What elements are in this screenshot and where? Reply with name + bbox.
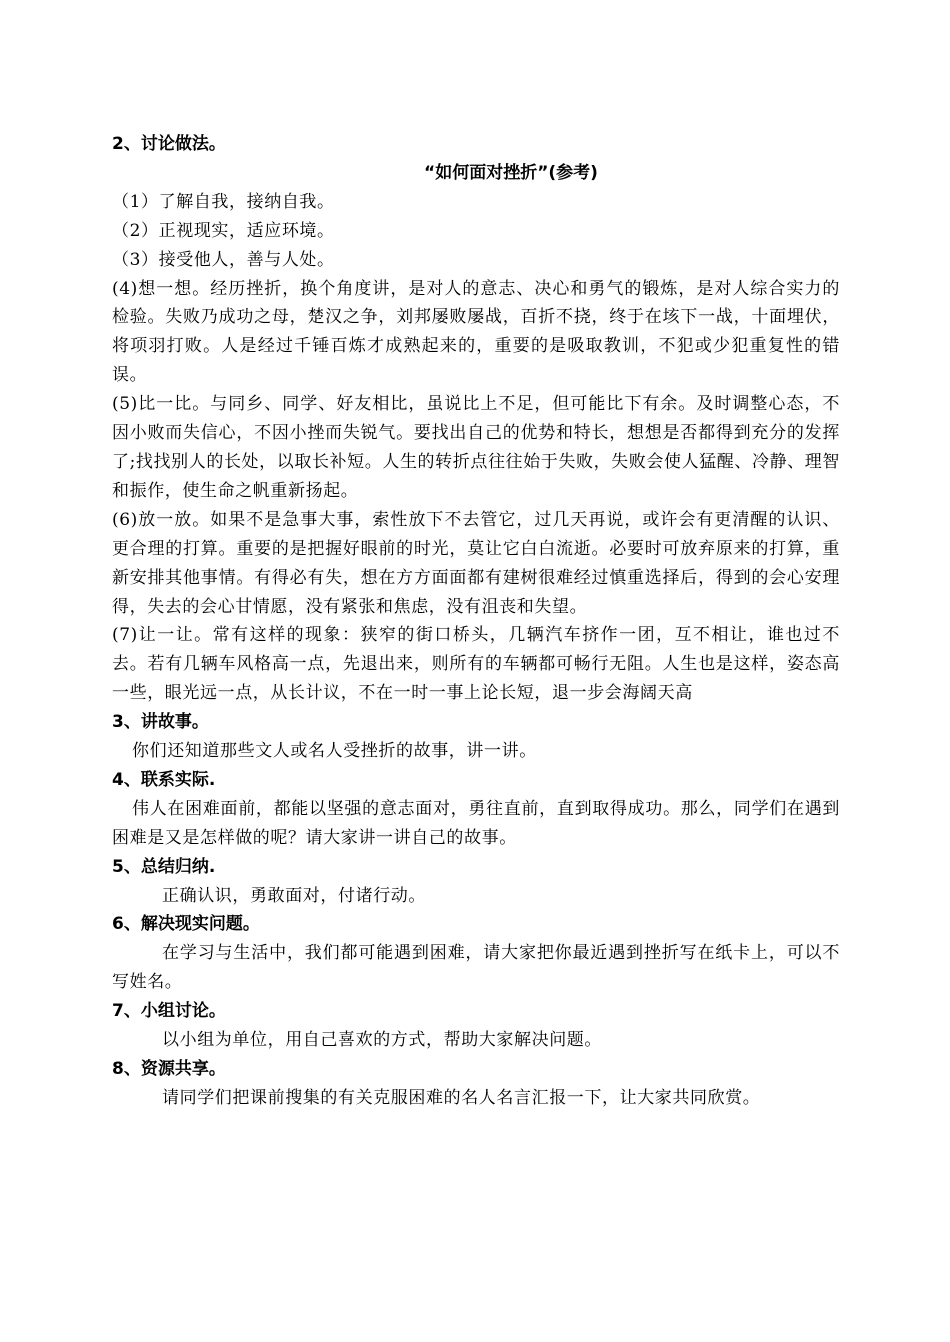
list-item: (7)让一让。常有这样的现象：狭窄的街口桥头，几辆汽车挤作一团，互不相让，谁也过不去。若有几辆车风格高一点，先退出来，则所有的车辆都可畅行无阻。人生也是这样，姿态高一些，眼光远一点，从长计议，不在一时一事上论长短，退一步会海阔天高: [112, 625, 840, 704]
section-body-5: 正确认识，勇敢面对，付诸行动。: [162, 885, 426, 906]
section-heading-4: 4、联系实际.: [112, 769, 216, 790]
section-heading-5: 5、总结归纳.: [112, 856, 216, 877]
section-body-8: 请同学们把课前搜集的有关克服困难的名人名言汇报一下，让大家共同欣赏。: [162, 1087, 761, 1108]
section-body-4: 伟人在困难面前，都能以坚强的意志面对，勇往直前，直到取得成功。那么，同学们在遇到困难是又是怎样做的呢？请大家讲一讲自己的故事。: [112, 798, 840, 848]
list-item: （1）了解自我，接纳自我。: [112, 191, 335, 212]
section-body-3: 你们还知道那些文人或名人受挫折的故事，讲一讲。: [132, 741, 537, 762]
list-item: （2）正视现实，适应环境。: [112, 220, 335, 241]
section-heading-7: 7、小组讨论。: [112, 1001, 226, 1022]
section-body-6: 在学习与生活中，我们都可能遇到困难，请大家把你最近遇到挫折写在纸卡上，可以不写姓名。: [112, 943, 840, 993]
section-heading-2: 2、讨论做法。: [112, 134, 226, 154]
document-body: [112, 130, 840, 1113]
section-heading-6: 6、解决现实问题。: [112, 914, 260, 935]
list-item: (6)放一放。如果不是急事大事，索性放下不去管它，过几天再说，或许会有更清醒的认识、更合理的打算。重要的是把握好眼前的时光，莫让它白白流逝。必要时可放弃原来的打算，重新安排其他事情。有得必有失，想在方方面面都有建树很难经过慎重选择后，得到的会心安理得，失去的会心甘情愿，没有紧张和焦虑，没有沮丧和失望。: [112, 509, 840, 617]
section-body-7: 以小组为单位，用自己喜欢的方式，帮助大家解决问题。: [162, 1030, 602, 1051]
list-item: （3）接受他人，善与人处。: [112, 249, 335, 270]
section-heading-3: 3、讲故事。: [112, 712, 209, 733]
list-item: (4)想一想。经历挫折，换个角度讲，是对人的意志、决心和勇气的锻炼，是对人综合实力的检验。失败乃成功之母，楚汉之争，刘邦屡败屡战，百折不挠，终于在垓下一战，十面埋伏，将项羽打败。人是经过千锤百炼才成熟起来的，重要的是吸取教训，不犯或少犯重复性的错误。: [112, 278, 840, 386]
section-title-facing-setbacks: “如何面对挫折”(参考): [424, 162, 598, 183]
list-item: (5)比一比。与同乡、同学、好友相比，虽说比上不足，但可能比下有余。及时调整心态，不因小败而失信心，不因小挫而失锐气。要找出自己的优势和特长，想想是否都得到充分的发挥了;找找别人的长处，以取长补短。人生的转折点往往始于失败，失败会使人猛醒、冷静、理智和振作，使生命之帆重新扬起。: [112, 394, 840, 501]
section-heading-8: 8、资源共享。: [112, 1059, 226, 1079]
